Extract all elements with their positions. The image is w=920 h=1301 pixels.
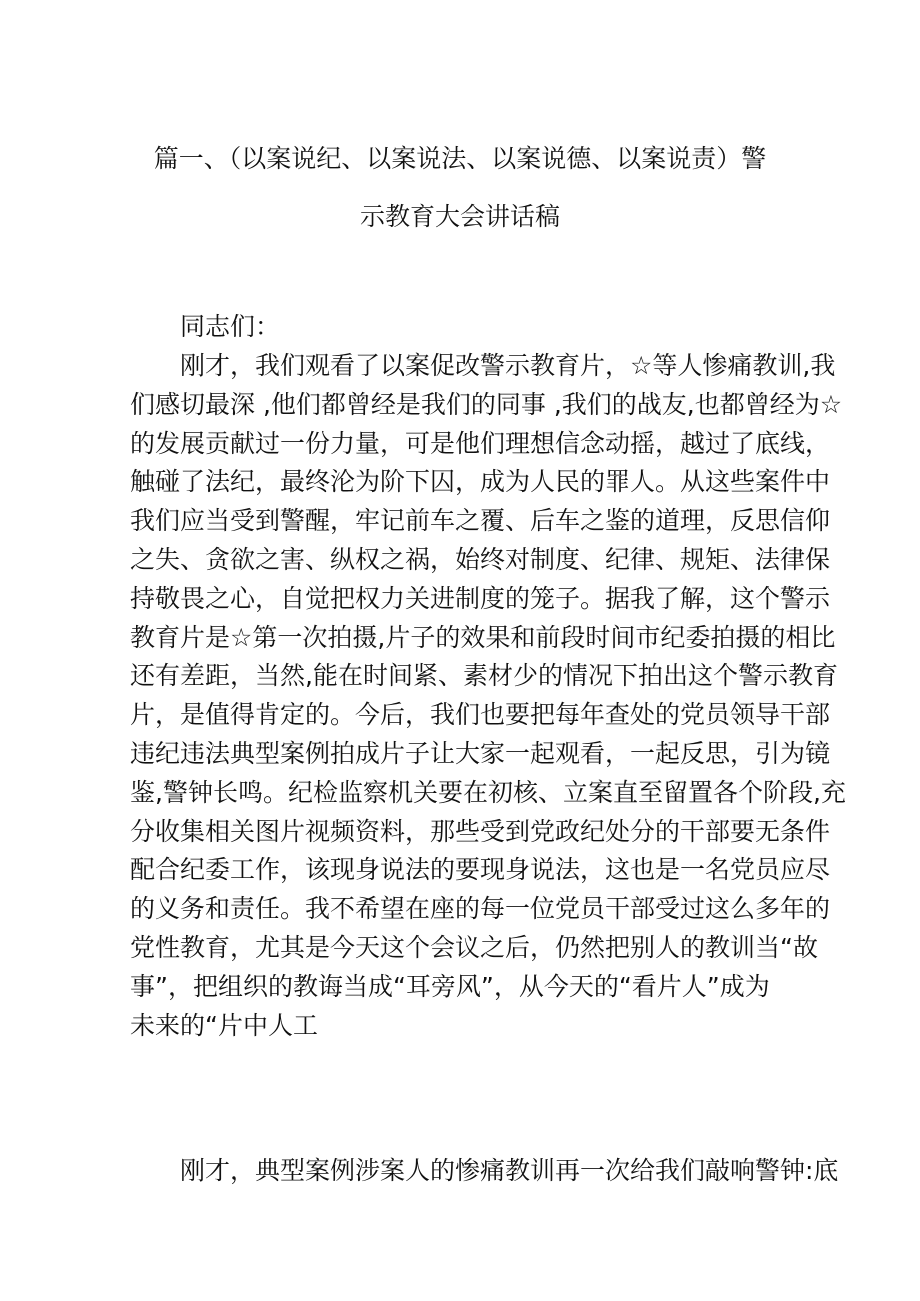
- paragraph-line: 教育片是☆第一次拍摄,片子的效果和前段时间市纪委拍摄的相比: [130, 622, 836, 652]
- paragraph-line: 未来的“片中人工: [130, 1010, 318, 1040]
- paragraph-1: [130, 347, 846, 1045]
- salutation: [130, 308, 795, 347]
- paragraph-line: 党性教育，尤其是今天这个会议之后，仍然把别人的教训当“故: [130, 932, 818, 962]
- document-title-line-2: 示教育大会讲话稿: [359, 202, 560, 231]
- document-title-line-1: 篇一、（以案说纪、以案说法、以案说德、以案说责）警: [153, 144, 767, 173]
- paragraph-line: 之失、贪欲之害、纵权之祸，始终对制度、纪律、规矩、法律保: [130, 544, 831, 574]
- paragraph-line: 鉴,警钟长鸣。纪检监察机关要在初核、立案直至留置各个阶段,充: [130, 777, 846, 807]
- paragraph-2: [130, 1152, 839, 1191]
- paragraph-line: 还有差距，当然,能在时间紧、素材少的情况下拍出这个警示教育: [130, 661, 838, 691]
- paragraph-line: 触碰了法纪，最终沦为阶下囚，成为人民的罪人。从这些案件中: [130, 467, 831, 497]
- paragraph-line: 违纪违法典型案例拍成片子让大家一起观看，一起反思，引为镜: [130, 738, 831, 768]
- paragraph-line: 的义务和责任。我不希望在座的每一位党员干部受过这么多年的: [130, 894, 831, 924]
- paragraph-line: 配合纪委工作，该现身说法的要现身说法，这也是一名党员应尽: [130, 855, 831, 885]
- paragraph-line: 我们应当受到警醒，牢记前车之覆、后车之鉴的道理，反思信仰: [130, 506, 831, 536]
- paragraph-line: 刚才，典型案例涉案人的惨痛教训再一次给我们敲响警钟:底: [130, 1156, 839, 1185]
- salutation-text: 同志们：: [130, 312, 281, 341]
- paragraph-line: 的发展贡献过一份力量，可是他们理想信念动摇，越过了底线，: [130, 428, 831, 458]
- paragraph-line: 分收集相关图片视频资料，那些受到党政纪处分的干部要无条件: [130, 816, 831, 846]
- paragraph-line: 们感切最深 ,他们都曾经是我们的同事 ,我们的战友,也都曾经为☆: [130, 389, 843, 419]
- paragraph-line: 片，是值得肯定的。今后，我们也要把每年查处的党员领导干部: [130, 700, 831, 730]
- paragraph-line: 事”，把组织的教诲当成“耳旁风”，从今天的“看片人”成为: [130, 971, 770, 1001]
- paragraph-line: 刚才，我们观看了以案促改警示教育片，☆等人惨痛教训,我: [130, 351, 836, 380]
- paragraph-line: 持敬畏之心，自觉把权力关进制度的笼子。据我了解，这个警示: [130, 583, 831, 613]
